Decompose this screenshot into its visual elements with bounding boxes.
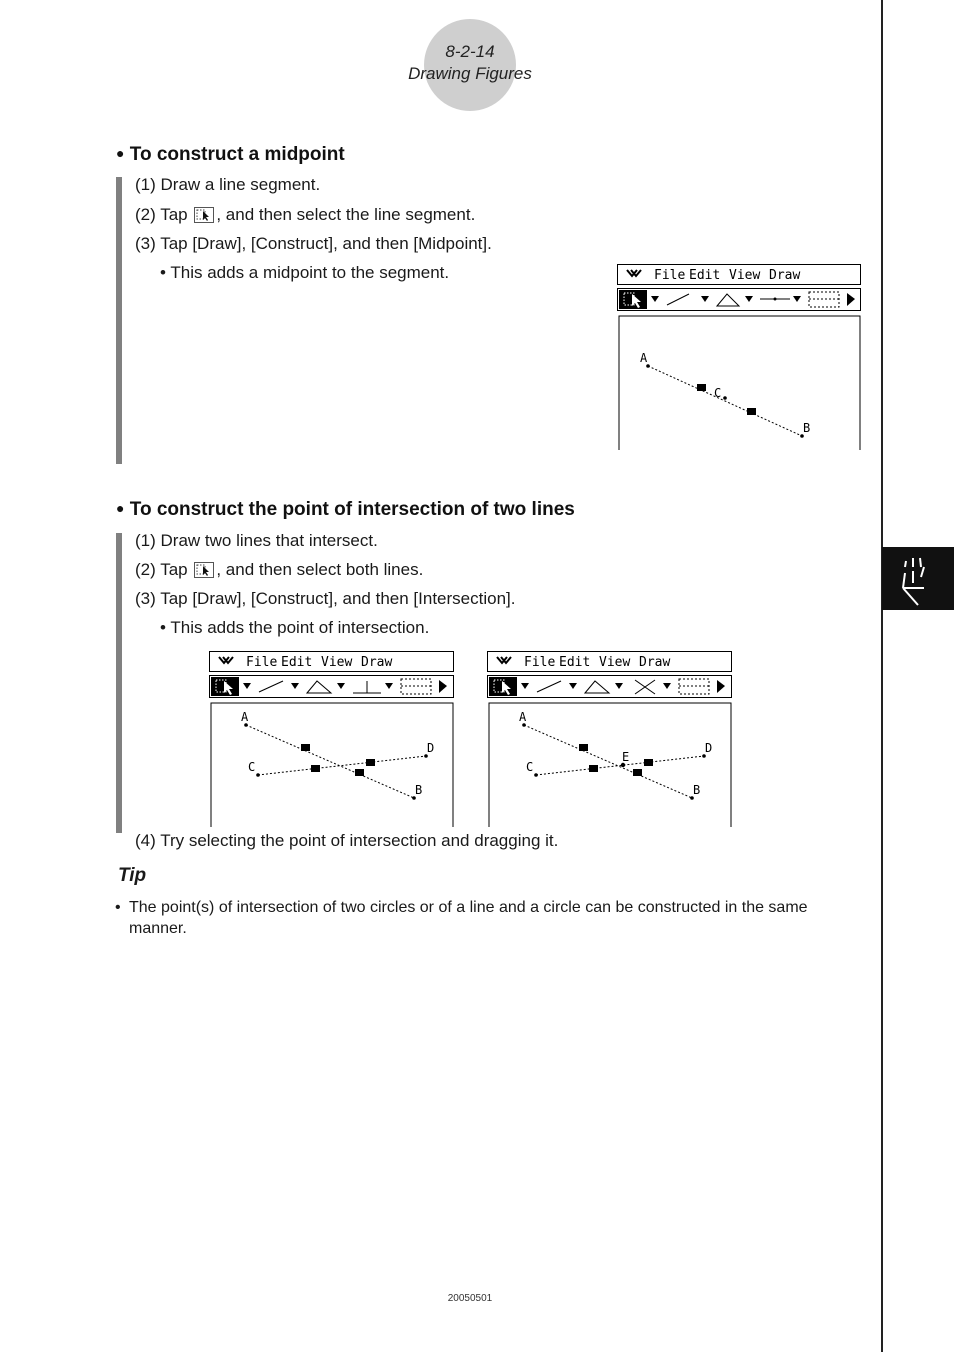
menu-edit: Edit (281, 655, 313, 670)
menu-edit: Edit (689, 268, 721, 283)
point-marker (747, 408, 756, 415)
label-a: A (640, 351, 648, 365)
section-bar (116, 533, 122, 833)
label-b: B (803, 421, 811, 435)
label-b: B (693, 783, 701, 797)
menu-edit: Edit (559, 655, 591, 670)
tip-text: The point(s) of intersection of two circles or of a line and a circle can be constructed in the same manner. (129, 899, 808, 937)
section-number: 8-2-14 (445, 42, 495, 61)
step-1: (1) Draw a line segment. (135, 175, 321, 194)
menu-file: File (654, 268, 686, 283)
label-c: C (714, 386, 722, 400)
step-3: (3) Tap [Draw], [Construct], and then [Intersection]. (135, 589, 516, 608)
menu-draw: Draw (639, 655, 671, 670)
menu-file: File (524, 655, 556, 670)
step-2: (2) Tap , and then select both lines. (135, 560, 424, 579)
screenshot-two-lines (209, 651, 457, 827)
geometry-icon (882, 547, 954, 610)
label-c: C (248, 760, 256, 774)
menu-file: File (246, 655, 278, 670)
select-arrow-icon (194, 207, 214, 223)
label-e: E (622, 750, 630, 764)
screenshot-intersection (487, 651, 735, 827)
menu-view: View (321, 655, 353, 670)
step-4: (4) Try selecting the point of intersection and dragging it. (135, 831, 559, 850)
geometry-tab (882, 547, 954, 610)
label-d: D (705, 741, 713, 755)
step-1: (1) Draw two lines that intersect. (135, 531, 378, 550)
label-a: A (241, 710, 249, 724)
midpoint-marker (697, 384, 706, 391)
tip-bullet: • (115, 899, 121, 916)
label-d: D (427, 741, 435, 755)
step-3: (3) Tap [Draw], [Construct], and then [Midpoint]. (135, 234, 492, 253)
label-b: B (415, 783, 423, 797)
label-a: A (519, 710, 527, 724)
select-arrow-icon (194, 562, 214, 578)
menu-view: View (599, 655, 631, 670)
section-title: Drawing Figures (408, 64, 532, 83)
intersection-heading: ● To construct the point of intersection of two lines (116, 499, 575, 520)
intersection-note: • This adds the point of intersection. (160, 618, 430, 637)
midpoint-note: • This adds a midpoint to the segment. (160, 263, 450, 282)
screenshot-midpoint (617, 264, 863, 450)
menu-view: View (729, 268, 761, 283)
footer-code: 20050501 (447, 1293, 493, 1304)
label-c: C (526, 760, 534, 774)
tip-title: Tip (118, 865, 147, 886)
menu-draw: Draw (361, 655, 393, 670)
menu-draw: Draw (769, 268, 801, 283)
midpoint-heading: ● To construct a midpoint (116, 144, 345, 165)
step-2: (2) Tap , and then select the line segment. (135, 205, 476, 224)
section-bar (116, 177, 122, 464)
page-edge-rule (881, 0, 883, 1352)
